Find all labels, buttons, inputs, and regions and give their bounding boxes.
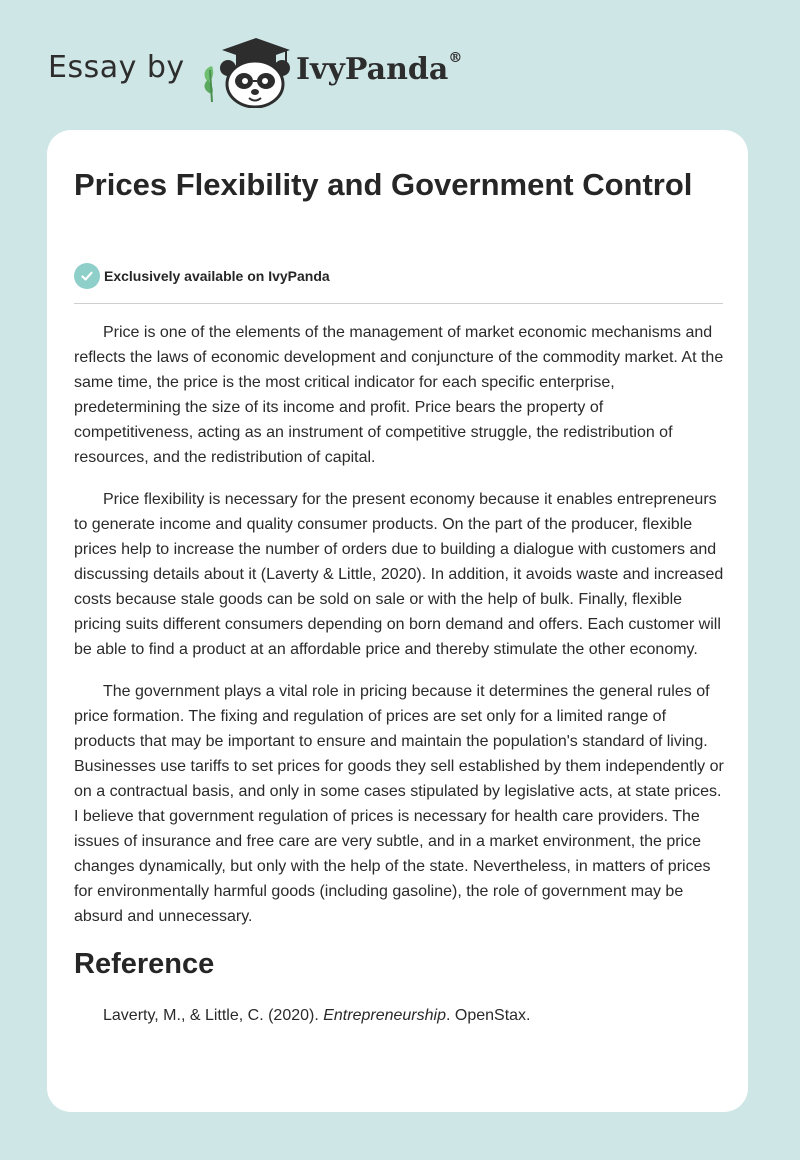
exclusive-badge	[74, 263, 330, 289]
reference-authors: Laverty, M., & Little, C. (2020).	[103, 1007, 324, 1024]
essay-card	[47, 130, 748, 1112]
paragraph: Price flexibility is necessary for the present economy because it enables entrepreneurs to generate income and quality consumer products. On the part of the producer, flexible prices help to increase the number of orders due to building a dialogue with customers and discussing details about it (Laverty & Little, 2020). In addition, it avoids waste and increased costs because stale goods can be sold on sale or with the help of bulk. Finally, flexible pricing suits different consumers depending on born demand and offers. Each customer will be able to find a product at an affordable price and thereby stimulate the other economy.	[74, 491, 724, 658]
brand-text: IvyPanda	[296, 52, 449, 87]
paragraph: The government plays a vital role in pricing because it determines the general rules of price formation. The fixing and regulation of prices are set only for a limited range of products that may be important to ensure and maintain the population's standard of living. Businesses use tariffs to set prices for goods they sell established by them independently or on a contractual basis, and only in some cases stipulated by legislative acts, at state prices. I believe that government regulation of prices is necessary for health care providers. The issues of insurance and free care are very subtle, and in a market environment, the price changes dynamically, but only with the help of the state. Nevertheless, in matters of prices for environmentally harmful goods (including gasoline), the role of government may be absurd and unnecessary.	[74, 683, 724, 925]
page-title: Prices Flexibility and Government Control	[74, 167, 693, 202]
reference-entry	[74, 1003, 724, 1028]
site-header	[0, 0, 800, 130]
essay-body	[74, 320, 724, 1028]
registered-mark: ®	[448, 50, 463, 66]
check-circle-icon	[74, 263, 100, 289]
reference-publisher: . OpenStax.	[445, 1007, 531, 1024]
paragraph: Price is one of the elements of the management of market economic mechanisms and reflects the laws of economic development and conjuncture of the commodity market. At the same time, the price is the most critical indicator for each specific enterprise, predetermining the size of its income and profit. Price bears the property of competitiveness, acting as an instrument of competitive struggle, the redistribution of resources, and the redistribution of capital.	[74, 324, 724, 466]
reference-heading: Reference	[74, 948, 215, 980]
reference-book-title: Entrepreneurship	[323, 1007, 446, 1024]
divider	[74, 303, 723, 304]
panda-graduate-icon[interactable]	[200, 36, 292, 108]
badge-text: Exclusively available on IvyPanda	[104, 268, 330, 284]
brand-name[interactable]	[296, 52, 462, 87]
essay-by-label: Essay by	[48, 50, 185, 85]
